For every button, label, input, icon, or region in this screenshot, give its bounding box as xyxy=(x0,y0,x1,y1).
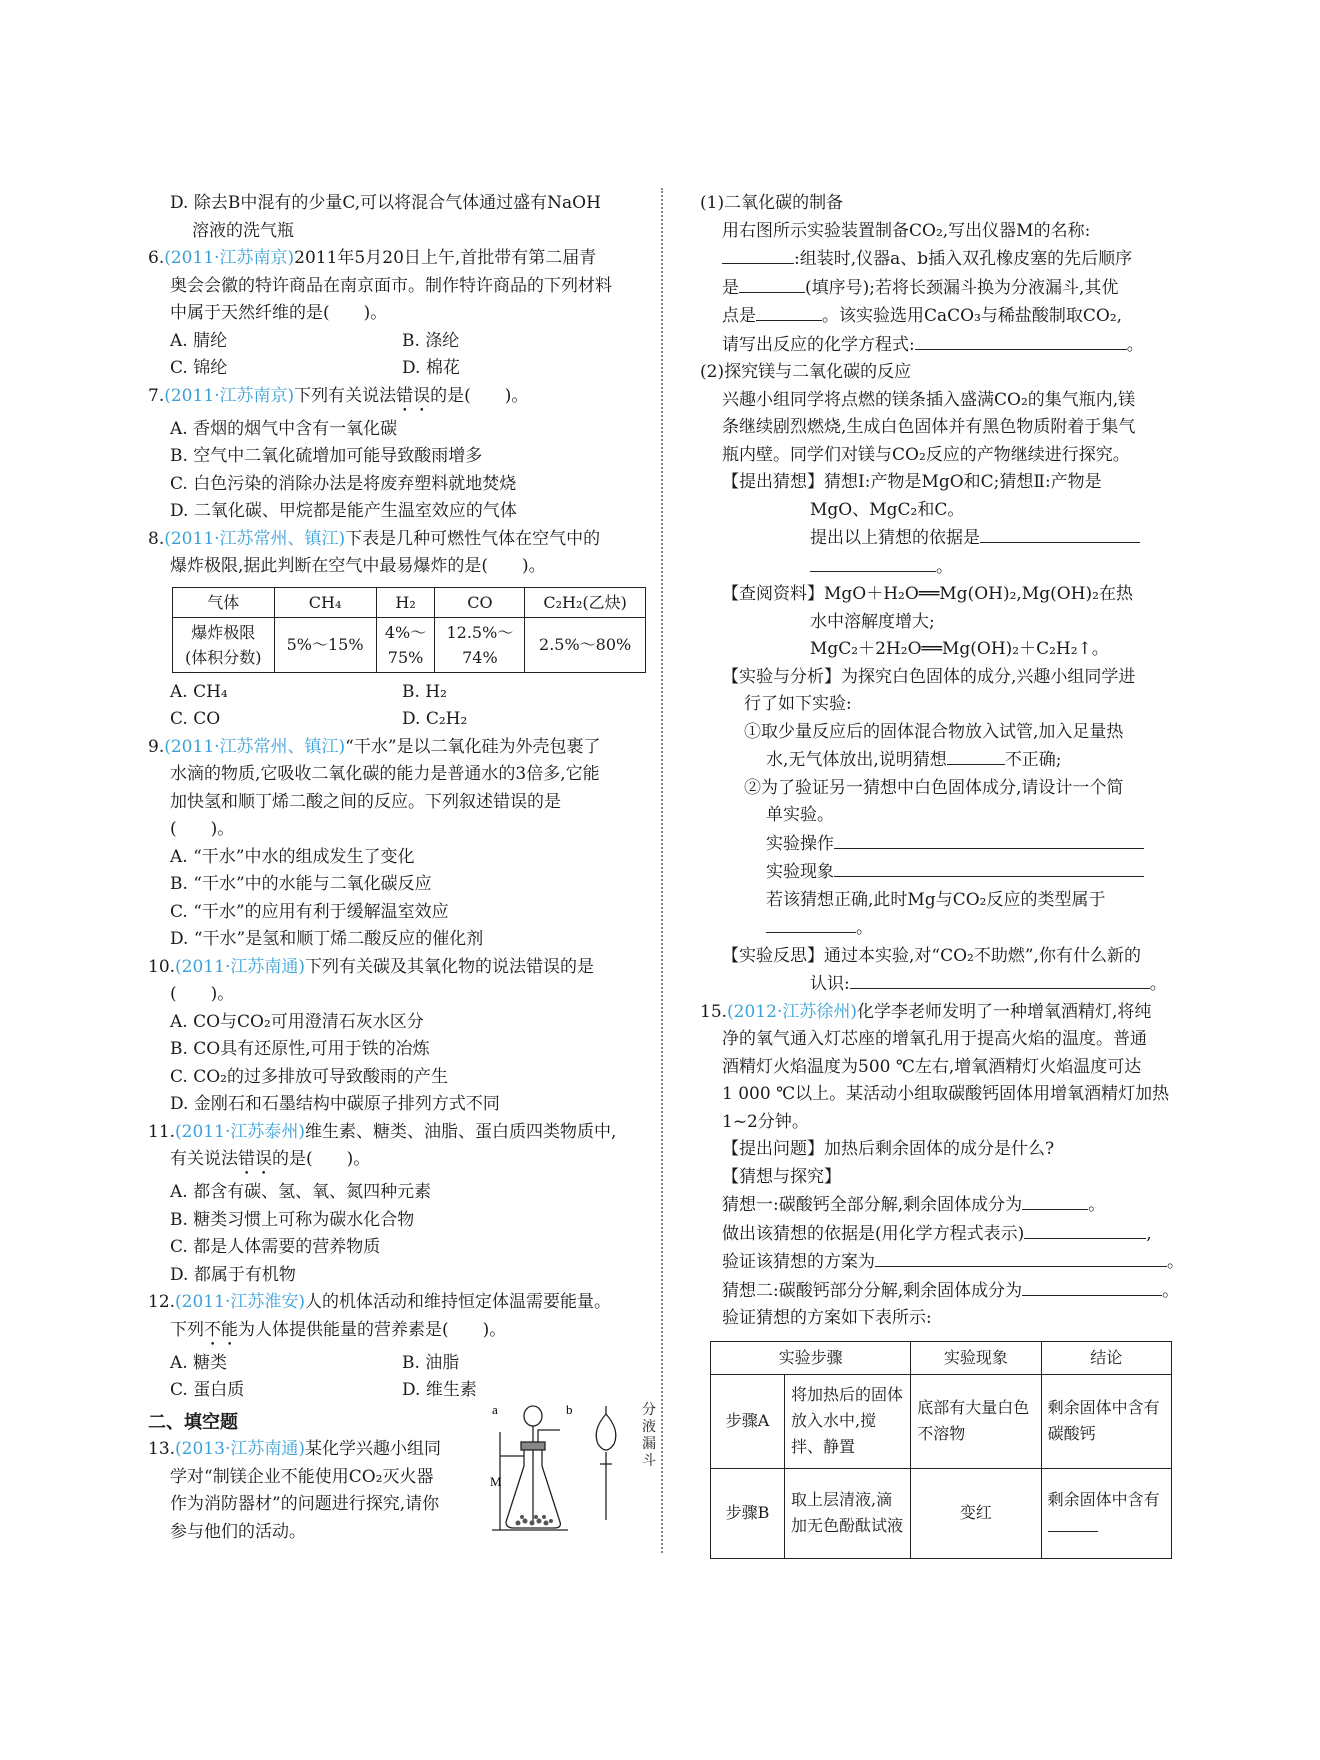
label-a: a xyxy=(492,1402,498,1417)
blank-phenomenon[interactable] xyxy=(834,858,1144,877)
experiment-step1-line2b: 不正确; xyxy=(1004,750,1062,770)
reflection-line1: 【实验反思】通过本实验,对“CO₂不助燃”,你有什么新的 xyxy=(722,945,1141,966)
question-9 xyxy=(148,734,648,954)
reflection-line2: 认识: xyxy=(810,974,850,994)
q9-stem-line3: 加快氢和顺丁烯二酸之间的反应。下列叙述错误的是 xyxy=(170,791,561,812)
q12-option-a: A. 糖类 xyxy=(170,1352,228,1373)
question-12 xyxy=(148,1289,648,1405)
step-b-phenomenon: 变红 xyxy=(911,1468,1041,1558)
q8-stem-line1: 下表是几种可燃性气体在空气中的 xyxy=(345,528,601,549)
experiment-step1-line2a: 水,无气体放出,说明猜想 xyxy=(766,750,947,770)
q12-stem-pre: 下列 xyxy=(170,1319,204,1340)
q13-stem-line2: 学对“制镁企业不能使用CO₂灭火器 xyxy=(170,1466,434,1487)
q15-source: (2012·江苏徐州) xyxy=(727,1001,857,1022)
blank-order[interactable] xyxy=(739,274,805,293)
table-header-steps: 实验步骤 xyxy=(711,1341,911,1374)
q7-source: (2011·江苏南京) xyxy=(164,385,295,406)
q15-stem-line3: 酒精灯火焰温度为500 ℃左右,增氧酒精灯火焰温度可达 xyxy=(722,1056,1142,1077)
blank-guess1-equation[interactable] xyxy=(1024,1220,1146,1239)
q11-source: (2011·江苏泰州) xyxy=(175,1121,305,1142)
q9-option-c: C. “干水”的应用有利于缓解温室效应 xyxy=(170,901,449,922)
q9-stem-line4: ( )。 xyxy=(170,819,235,839)
reference-line3: MgC₂＋2H₂O══Mg(OH)₂＋C₂H₂↑。 xyxy=(810,639,1109,659)
q15-question: 【提出问题】加热后剩余固体的成分是什么? xyxy=(722,1139,1055,1159)
guess-line2: MgO、MgC₂和C。 xyxy=(810,499,965,520)
q7-option-c: C. 白色污染的消除办法是将废弃塑料就地焚烧 xyxy=(170,473,517,494)
question-8 xyxy=(148,526,648,734)
q12-source: (2011·江苏淮安) xyxy=(175,1292,305,1312)
blank-reaction-type[interactable] xyxy=(766,914,856,933)
q9-option-a: A. “干水”中水的组成发生了变化 xyxy=(170,846,415,867)
q7-number: 7. xyxy=(148,385,165,406)
q6-stem-line2: 奥会会徽的特许商品在南京面市。制作特许商品的下列材料 xyxy=(170,275,612,296)
q10-stem-line2: ( )。 xyxy=(170,984,235,1004)
q9-number: 9. xyxy=(148,736,165,757)
blank-advantage[interactable] xyxy=(756,302,822,321)
table-cell-h2 xyxy=(376,617,435,672)
q6-stem-line3: 中属于天然纤维的是( )。 xyxy=(170,303,388,323)
section-heading-fill-in: 二、填空题 xyxy=(148,1411,238,1433)
q12-option-d: D. 维生素 xyxy=(402,1380,477,1400)
q15-stem-line2: 净的氧气通入灯芯座的增氧孔用于提高火焰的温度。普通 xyxy=(722,1029,1147,1049)
label-m: M xyxy=(490,1474,502,1489)
step-b-operation: 取上层清液,滴加无色酚酞试液 xyxy=(785,1468,911,1558)
q6-option-d: D. 棉花 xyxy=(402,358,460,378)
blank-operation[interactable] xyxy=(834,830,1144,849)
left-column xyxy=(148,190,656,1546)
q13-stem-line1: 某化学兴趣小组同 xyxy=(304,1439,441,1459)
reference-line2: 水中溶解度增大; xyxy=(810,611,935,632)
question-6 xyxy=(148,245,648,383)
q15-guess2: 猜想二:碳酸钙部分分解,剩余固体成分为 xyxy=(722,1280,1023,1301)
q10-stem-line1: 下列有关碳及其氧化物的说法错误的是 xyxy=(304,956,594,977)
table-row-label xyxy=(173,617,275,672)
part1-line3b: (填序号);若将长颈漏斗换为分液漏斗,其优 xyxy=(805,277,1119,298)
q6-stem-line1: 2011年5月20日上午,首批带有第二届青 xyxy=(294,248,597,268)
q10-option-a: A. CO与CO₂可用澄清石灰水区分 xyxy=(170,1011,424,1032)
part1-line4a: 点是 xyxy=(722,306,756,326)
table-header-co: CO xyxy=(435,587,525,617)
q15-guess1-plan: 验证该猜想的方案为 xyxy=(722,1252,875,1272)
verification-table xyxy=(710,1341,1172,1559)
q12-stem-line1: 人的机体活动和维持恒定体温需要能量。 xyxy=(304,1292,611,1312)
q10-number: 10. xyxy=(148,956,176,977)
blank-wrong-guess[interactable] xyxy=(947,746,1005,765)
h2-line1: 4%～ xyxy=(384,622,427,642)
blank-step-b-conclusion[interactable] xyxy=(1048,1513,1098,1532)
step-b-label: 步骤B xyxy=(711,1468,785,1558)
q10-source: (2011·江苏南通) xyxy=(175,956,305,977)
q11-number: 11. xyxy=(148,1121,176,1142)
reference-line1: 【查阅资料】MgO＋H₂O══Mg(OH)₂,Mg(OH)₂在热 xyxy=(722,584,1133,604)
table-cell-c2h2: 2.5%～80% xyxy=(525,617,646,672)
part1-line3a: 是 xyxy=(722,277,739,298)
q7-stem-post: 的是( )。 xyxy=(430,385,529,406)
q6-option-c: C. 锦纶 xyxy=(170,358,228,378)
experiment-step2-line2: 单实验。 xyxy=(766,805,834,825)
q7-option-a: A. 香烟的烟气中含有一氧化碳 xyxy=(170,418,398,439)
separatory-funnel-body xyxy=(596,1414,616,1450)
q12-option-c: C. 蛋白质 xyxy=(170,1380,245,1400)
column-divider xyxy=(661,188,663,1553)
part1-line2: :组装时,仪器a、b插入双孔橡皮塞的先后顺序 xyxy=(794,249,1133,269)
table-header-phenomenon: 实验现象 xyxy=(911,1341,1041,1374)
q15-guess1: 猜想一:碳酸钙全部分解,剩余固体成分为 xyxy=(722,1195,1023,1215)
table-cell-co xyxy=(435,617,525,672)
part1-title: (1)二氧化碳的制备 xyxy=(700,193,844,213)
q11-stem-pre: 有关说法 xyxy=(170,1149,238,1169)
part1-line5: 请写出反应的化学方程式: xyxy=(722,334,915,355)
experiment-operation-label: 实验操作 xyxy=(766,833,834,854)
q10-option-c: C. CO₂的过多排放可导致酸雨的产生 xyxy=(170,1066,448,1087)
guess-line3: 提出以上猜想的依据是 xyxy=(810,528,980,548)
q15-number: 15. xyxy=(700,1001,728,1022)
experiment-line2: 行了如下实验: xyxy=(744,694,852,714)
q8-stem-line2: 爆炸极限,据此判断在空气中最易爆炸的是( )。 xyxy=(170,556,546,576)
q7-option-b: B. 空气中二氧化硫增加可能导致酸雨增多 xyxy=(170,446,483,466)
q7-option-d: D. 二氧化碳、甲烷都是能产生温室效应的气体 xyxy=(170,501,517,521)
part2-line1: 兴趣小组同学将点燃的镁条插入盛满CO₂的集气瓶内,镁 xyxy=(722,389,1136,410)
experiment-reaction-type-line: 若该猜想正确,此时Mg与CO₂反应的类型属于 xyxy=(766,889,1106,910)
q13-source: (2013·江苏南通) xyxy=(175,1439,305,1459)
q10-option-b: B. CO具有还原性,可用于铁的冶炼 xyxy=(170,1039,430,1059)
q7-stem-emphasis: 错误 xyxy=(396,385,431,406)
q11-option-b: B. 糖类习惯上可称为碳水化合物 xyxy=(170,1209,415,1230)
q13-number: 13. xyxy=(148,1439,176,1459)
q6-source: (2011·江苏南京) xyxy=(164,248,295,268)
q9-source: (2011·江苏常州、镇江) xyxy=(164,736,346,757)
row-label-line1: 爆炸极限 xyxy=(191,622,256,642)
q6-number: 6. xyxy=(148,248,165,268)
blank-guess1[interactable] xyxy=(1022,1191,1088,1210)
funnel-bulb xyxy=(524,1406,542,1426)
h2-line2: 75% xyxy=(387,647,424,667)
table-header-conclusion: 结论 xyxy=(1041,1341,1171,1374)
blank-guess-basis-2[interactable] xyxy=(810,553,936,572)
blank-guess2[interactable] xyxy=(1022,1277,1162,1296)
q12-option-b: B. 油脂 xyxy=(402,1352,460,1373)
q15-guess-heading: 【猜想与探究】 xyxy=(722,1166,841,1187)
q8-option-c: C. CO xyxy=(170,709,221,729)
step-b-conclusion xyxy=(1041,1468,1171,1558)
q9-option-b: B. “干水”中的水能与二氧化碳反应 xyxy=(170,874,432,894)
rubber-stopper xyxy=(521,1442,545,1450)
q12-stem-emphasis: 不能 xyxy=(204,1319,238,1340)
q9-stem-line1: “干水”是以二氧化硅为外壳包裹了 xyxy=(345,736,601,757)
experiment-line1: 【实验与分析】为探究白色固体的成分,兴趣小组同学进 xyxy=(722,666,1136,687)
part2-title: (2)探究镁与二氧化碳的反应 xyxy=(700,362,912,382)
q8-option-a: A. CH₄ xyxy=(170,681,228,702)
part1-line1: 用右图所示实验装置制备CO₂,写出仪器M的名称: xyxy=(722,220,1091,241)
q10-option-d: D. 金刚石和石墨结构中碳原子排列方式不同 xyxy=(170,1094,500,1114)
q11-option-a: A. 都含有碳、氢、氧、氮四种元素 xyxy=(170,1182,432,1202)
step-a-phenomenon: 底部有大量白色不溶物 xyxy=(911,1374,1041,1468)
co-line1: 12.5%～ xyxy=(446,622,514,642)
q15-stem-line1: 化学李老师发明了一种增氧酒精灯,将纯 xyxy=(856,1001,1152,1022)
q13-stem-line3: 作为消防器材”的问题进行探究,请你 xyxy=(170,1494,440,1514)
table-header-gas: 气体 xyxy=(173,587,275,617)
row-label-line2: (体积分数) xyxy=(185,647,262,667)
experiment-step2-line1: ②为了验证另一猜想中白色固体成分,请设计一个简 xyxy=(744,777,1124,798)
q15-stem-line5: 1~2分钟。 xyxy=(722,1111,809,1132)
q7-stem-pre: 下列有关说法 xyxy=(294,385,397,406)
step-b-conclusion-text: 剩余固体中含有 xyxy=(1047,1489,1160,1509)
q8-option-b: B. H₂ xyxy=(402,681,447,702)
right-column: (1)二氧化碳的制备 用右图所示实验装置制备CO₂,写出仪器M的名称: :组装时,仪器a、b插入双孔橡皮塞的先后顺序 是 (填序号);若将长颈漏斗换为分液漏斗,其优 点是 。该实验选用CaCO₃与稀盐酸制取CO₂, 请写出反应的化学方程式: 。 (2)探究镁与二氧化碳的反应 兴趣小组同学将点燃的镁条插入盛满CO₂的集气瓶内,镁 条继续剧烈燃烧,生成白色固体并有黑色物质附着于集气 瓶内壁。同学们对镁与CO₂反应的产物继续进行探究。 【提出猜想】猜想Ⅰ:产物是MgO和C;猜想Ⅱ:产物是 MgO、MgC₂和C。 提出以上猜想的依据是 。 【查阅资料】MgO＋H₂O══Mg(OH)₂,Mg(OH)₂在热 水中溶解度增大; MgC₂＋2H₂O══Mg(OH)₂＋C₂H₂↑。 【实验与分析】为探究白色固体的成分,兴趣小组同学进 行了如下实验: ①取少量反应后的固体混合物放入试管,加入足量热 水,无气体放出,说明猜想 不正确; ②为了验证另一猜想中白色固体成分,请设计一个简 单实验。 实验操作 实验现象 若该猜想正确,此时Mg与CO₂反应的类型属于 。 【实验反思】通过本实验,对“CO₂不助燃”,你有什么新的 认识: 。 15.(2012·江苏徐州)化学李老师发明了一种增氧酒精灯,将纯 净的氧气通入灯芯座的增氧孔用于提高火焰的温度。普通 酒精灯火焰温度为500 ℃左右,增氧酒精灯火焰温度可达 1 000 ℃以上。某活动小组取碳酸钙固体用增氧酒精灯加热 1~2分钟。 【提出问题】加热后剩余固体的成分是什么? 【猜想与探究】 猜想一:碳酸钙全部分解,剩余固体成分为 。 做出该猜想的依据是(用化学方程式表示) , 验证该猜想的方案为 。 猜想二:碳酸钙部分分解,剩余固体成分为 。 验证猜想的方案如下表所示: 实验步骤 实验现象 结论 步骤A 将加热后的固体放入水中,搅拌、静置 底部有大量白色不溶物 剩余固体中含有碳酸钙 步骤B 取上层清液,滴加无色酚酞试液 变红 剩余固体中含有 xyxy=(700,190,1180,1559)
table-header-ch4: CH₄ xyxy=(274,587,376,617)
experiment-phenomenon-label: 实验现象 xyxy=(766,862,834,882)
q11-stem-line1: 维生素、糖类、油脂、蛋白质四类物质中, xyxy=(304,1121,617,1142)
blank-guess1-plan[interactable] xyxy=(875,1248,1167,1267)
table-cell-ch4: 5%～15% xyxy=(274,617,376,672)
question-7 xyxy=(148,383,648,526)
label-b: b xyxy=(566,1402,573,1417)
q11-option-c: C. 都是人体需要的营养物质 xyxy=(170,1237,381,1257)
q15-guess2-plan-intro: 验证猜想的方案如下表所示: xyxy=(722,1308,932,1328)
q9-stem-line2: 水滴的物质,它吸收二氧化碳的能力是普通水的3倍多,它能 xyxy=(170,764,600,784)
q8-option-d: D. C₂H₂ xyxy=(402,709,468,729)
q13-stem-line4: 参与他们的活动。 xyxy=(170,1521,306,1542)
q12-stem-post: 为人体提供能量的营养素是( )。 xyxy=(238,1319,507,1340)
step-a-conclusion: 剩余固体中含有碳酸钙 xyxy=(1041,1374,1171,1468)
table-header-c2h2: C₂H₂(乙炔) xyxy=(525,587,646,617)
q15-stem-line4: 1 000 ℃以上。某活动小组取碳酸钙固体用增氧酒精灯加热 xyxy=(722,1084,1170,1104)
q5-option-d-line1: D. 除去B中混有的少量C,可以将混合气体通过盛有NaOH xyxy=(170,193,601,213)
explosion-limit-table xyxy=(172,587,646,673)
q12-number: 12. xyxy=(148,1292,176,1312)
q15-guess1-basis: 做出该猜想的依据是(用化学方程式表示) xyxy=(722,1223,1025,1244)
q11-option-d: D. 都属于有机物 xyxy=(170,1264,296,1285)
blank-instrument-m[interactable] xyxy=(722,245,794,264)
q6-option-a: A. 腈纶 xyxy=(170,330,228,351)
q5-option-d-line2: 溶液的洗气瓶 xyxy=(192,220,294,241)
table-header-h2: H₂ xyxy=(376,587,435,617)
co-line2: 74% xyxy=(462,647,498,667)
experiment-step1-line1: ①取少量反应后的固体混合物放入试管,加入足量热 xyxy=(744,721,1124,742)
q6-option-b: B. 涤纶 xyxy=(402,330,460,351)
delivery-tube xyxy=(538,1430,560,1442)
q11-stem-post: 的是( )。 xyxy=(272,1149,371,1169)
marble-chips xyxy=(516,1515,554,1526)
blank-guess-basis[interactable] xyxy=(980,524,1140,543)
part1-line4b: 。该实验选用CaCO₃与稀盐酸制取CO₂, xyxy=(822,306,1123,326)
q9-option-d: D. “干水”是氢和顺丁烯二酸反应的催化剂 xyxy=(170,929,484,949)
q8-number: 8. xyxy=(148,528,165,549)
question-15: 15.(2012·江苏徐州)化学李老师发明了一种增氧酒精灯,将纯 净的氧气通入灯芯座的增氧孔用于提高火焰的温度。普通 酒精灯火焰温度为500 ℃左右,增氧酒精灯火焰温度可达 1 000 ℃以上。某活动小组取碳酸钙固体用增氧酒精灯加热 1~2分钟。 【提出问题】加热后剩余固体的成分是什么? 【猜想与探究】 猜想一:碳酸钙全部分解,剩余固体成分为 。 做出该猜想的依据是(用化学方程式表示) , 验证该猜想的方案为 。 猜想二:碳酸钙部分分解,剩余固体成分为 。 验证猜想的方案如下表所示: 实验步骤 实验现象 结论 步骤A 将加热后的固体放入水中,搅拌、静置 底部有大量白色不溶物 剩余固体中含有碳酸钙 步骤B 取上层清液,滴加无色酚酞试液 变红 剩余固体中含有 xyxy=(700,999,1180,1559)
flask-diagram xyxy=(492,1406,616,1530)
blank-reflection[interactable] xyxy=(850,970,1150,989)
blank-equation[interactable] xyxy=(915,331,1127,350)
part2-line2: 条继续剧烈燃烧,生成白色固体并有黑色物质附着于集气 xyxy=(722,417,1136,437)
q8-source: (2011·江苏常州、镇江) xyxy=(164,528,346,549)
co2-apparatus-figure xyxy=(488,1400,663,1535)
part2-line3: 瓶内壁。同学们对镁与CO₂反应的产物继续进行探究。 xyxy=(722,444,1130,465)
question-11 xyxy=(148,1119,648,1290)
separatory-funnel-label: 分液漏斗 xyxy=(642,1402,656,1469)
step-a-operation: 将加热后的固体放入水中,搅拌、静置 xyxy=(785,1374,911,1468)
guess-line1: 【提出猜想】猜想Ⅰ:产物是MgO和C;猜想Ⅱ:产物是 xyxy=(722,472,1102,492)
question-10 xyxy=(148,954,648,1119)
step-a-label: 步骤A xyxy=(711,1374,785,1468)
q11-stem-emphasis: 错误 xyxy=(238,1149,272,1169)
